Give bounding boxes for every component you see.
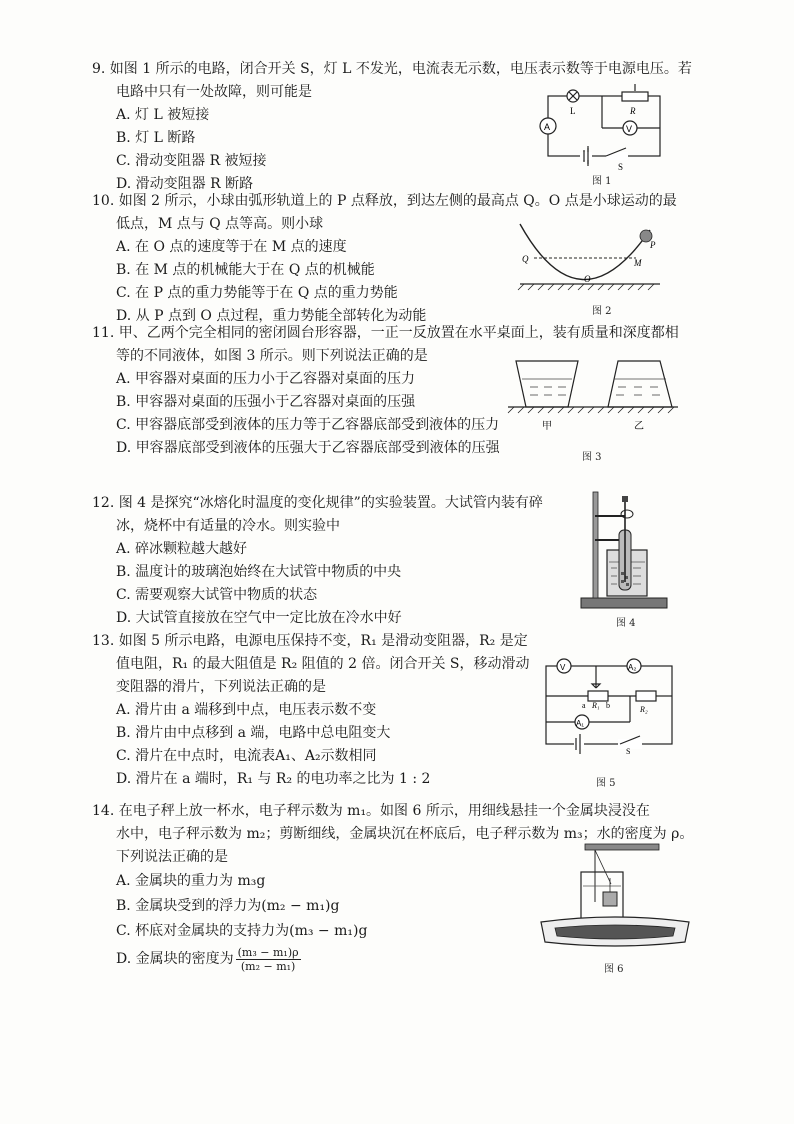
end-a-label: a [582,701,586,710]
q11-stem-line1: 11. 甲、乙两个完全相同的密闭圆台形容器，一正一反放置在水平桌面上，装有质量和深度都相 [92,325,679,341]
q13-option-d: D. 滑片在 a 端时，R₁ 与 R₂ 的电功率之比为 1 : 2 [116,771,431,787]
q14-option-d-fraction [236,946,301,973]
q12-option-d: D. 大试管直接放在空气中一定比放在冷水中好 [116,610,402,626]
q11-option-c: C. 甲容器底部受到液体的压力等于乙容器底部受到液体的压力 [116,417,500,433]
figure-1-circuit [540,88,670,172]
voltmeter-label: V [626,124,633,134]
q11-stem-line2: 等的不同液体，如图 3 所示。则下列说法正确的是 [116,348,428,364]
q10-option-b: B. 在 M 点的机械能大于在 Q 点的机械能 [116,262,375,278]
q14-stem-line1: 14. 在电子秤上放一杯水，电子秤示数为 m₁。如图 6 所示，用细线悬挂一个金属块浸没在 [92,803,650,819]
q13-option-a: A. 滑片由 a 端移到中点，电压表示数不变 [116,702,377,718]
figure-2-caption: 图 2 [592,306,612,317]
switch-label: S [626,747,631,756]
end-b-label: b [606,701,610,710]
q10-option-c: C. 在 P 点的重力势能等于在 Q 点的重力势能 [116,285,398,301]
q12-option-a: A. 碎冰颗粒越大越好 [116,541,248,557]
rheostat-label: R [630,106,636,116]
figure-3-containers [508,355,678,435]
q10-stem-line2: 低点，M 点与 Q 点等高。则小球 [116,216,324,232]
q14-stem-line2: 水中，电子秤示数为 m₂；剪断细线，金属块沉在杯底后，电子秤示数为 m₃；水的密度为 ρ。 [116,826,694,842]
question-13 [92,630,572,791]
figure-3-caption: 图 3 [582,452,602,463]
figure-5-caption: 图 5 [596,778,616,789]
point-p-label: P [650,240,656,250]
point-m-label: M [634,258,642,268]
q12-option-b: B. 温度计的玻璃泡始终在大试管中物质的中央 [116,564,402,580]
q13-stem-line2: 值电阻，R₁ 的最大阻值是 R₂ 阻值的 2 倍。闭合开关 S，移动滑动 [116,656,530,672]
q11-option-b: B. 甲容器对桌面的压强小于乙容器对桌面的压强 [116,394,416,410]
switch-label: S [618,162,624,172]
q10-option-d: D. 从 P 点到 O 点过程，重力势能全部转化为动能 [116,308,427,324]
q12-stem-line2: 冰，烧杯中有适量的冷水。则实验中 [116,518,340,534]
q12-stem-line1: 12. 图 4 是探究“冰熔化时温度的变化规律”的实验装置。大试管内装有碎 [92,495,543,511]
q9-stem-line1: 9. 如图 1 所示的电路，闭合开关 S，灯 L 不发光，电流表无示数，电压表示数等于电源电压。若 [92,61,692,77]
point-q-label: Q [522,254,529,264]
q9-option-d: D. 滑动变阻器 R 断路 [116,176,254,192]
figure-2-track [510,222,670,294]
ammeter-a1-label: A₁ [576,719,585,728]
q13-option-c: C. 滑片在中点时，电流表A₁、A₂示数相同 [116,748,377,764]
lamp-label: L [570,106,576,116]
q14-option-a: A. 金属块的重力为 m₃g [116,873,266,889]
ammeter-label: A [544,122,551,132]
point-o-label: O [584,274,591,284]
r1-label: R₁ [592,701,600,710]
q10-option-a: A. 在 O 点的速度等于在 M 点的速度 [116,239,347,255]
fraction-denominator: (m₂ − m₁) [240,960,296,973]
q13-stem-line1: 13. 如图 5 所示电路，电源电压保持不变，R₁ 是滑动变阻器，R₂ 是定 [92,633,528,649]
q11-option-d: D. 甲容器底部受到液体的压强大于乙容器底部受到液体的压强 [116,440,500,456]
q14-stem-line3: 下列说法正确的是 [116,849,228,865]
fraction-numerator: (m₃ − m₁)ρ [237,946,299,959]
q12-option-c: C. 需要观察大试管中物质的状态 [116,587,318,603]
q13-option-b: B. 滑片由中点移到 a 端，电路中总电阻变大 [116,725,391,741]
voltmeter-label: V [560,663,566,672]
figure-4-caption: 图 4 [616,618,636,629]
q10-stem-line1: 10. 如图 2 所示，小球由弧形轨道上的 P 点释放，到达左侧的最高点 Q。O 点是小球运动的最 [92,193,677,209]
container-jia-label: 甲 [542,421,552,432]
ammeter-a2-label: A₂ [628,663,637,672]
figure-1-caption: 图 1 [592,176,612,187]
figure-6-scale [535,842,695,952]
question-12 [92,492,572,630]
q13-stem-line3: 变阻器的滑片，下列说法正确的是 [116,679,326,695]
r2-label: R₂ [640,705,648,714]
q14-option-c: C. 杯底对金属块的支持力为(m₃ − m₁)g [116,923,368,939]
figure-4-apparatus [575,488,675,612]
figure-6-caption: 图 6 [604,964,624,975]
figure-5-circuit [540,656,680,756]
q14-option-b: B. 金属块受到的浮力为(m₂ − m₁)g [116,898,340,914]
q9-option-c: C. 滑动变阻器 R 被短接 [116,153,267,169]
container-yi-label: 乙 [634,421,644,432]
q11-option-a: A. 甲容器对桌面的压力小于乙容器对桌面的压力 [116,371,416,387]
q9-option-b: B. 灯 L 断路 [116,130,196,146]
q14-option-d-prefix: D. 金属块的密度为 [116,951,234,967]
q9-stem-line2: 电路中只有一处故障，则可能是 [116,84,312,100]
q9-option-a: A. 灯 L 被短接 [116,107,210,123]
